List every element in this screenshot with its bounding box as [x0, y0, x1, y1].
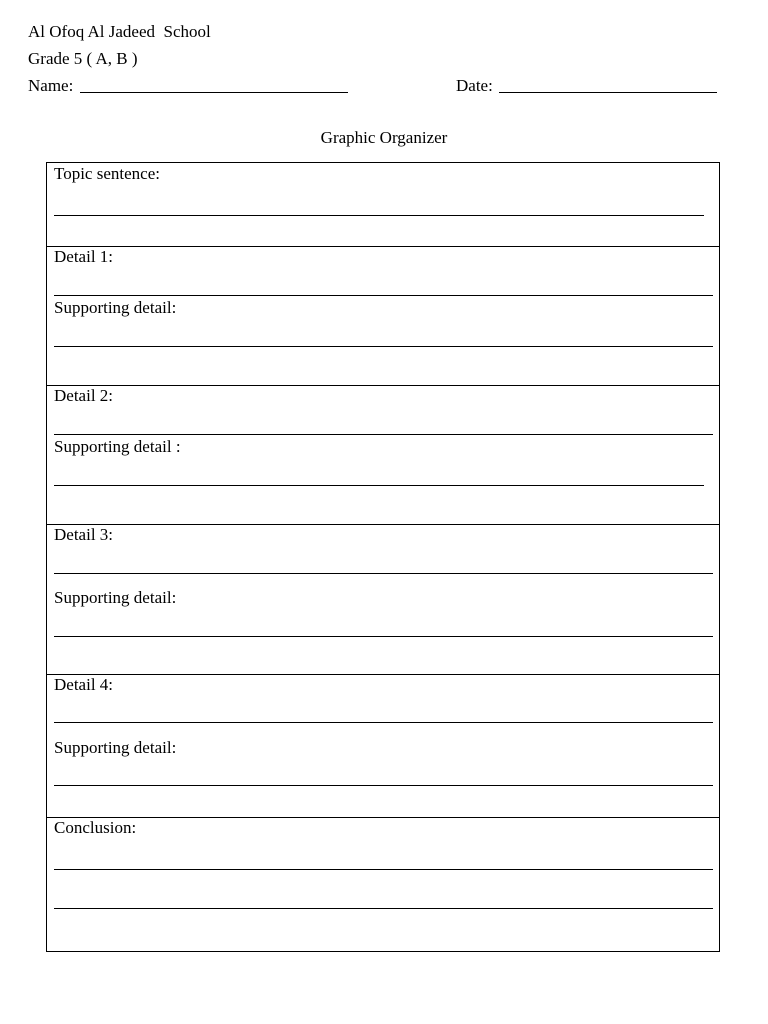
- topic-label: Topic sentence:: [54, 164, 160, 183]
- support1-line[interactable]: [54, 346, 713, 347]
- page-title: Graphic Organizer: [320, 128, 448, 147]
- name-blank[interactable]: [80, 92, 348, 93]
- date-blank[interactable]: [499, 92, 717, 93]
- date-label: Date:: [456, 76, 493, 95]
- detail2-section: [47, 385, 719, 524]
- detail2-line[interactable]: [54, 434, 713, 435]
- conclusion-label: Conclusion:: [54, 818, 137, 837]
- detail3-section: [47, 524, 719, 674]
- support1-label: Supporting detail:: [54, 298, 177, 317]
- topic-section: [47, 163, 719, 246]
- detail4-line[interactable]: [54, 722, 713, 723]
- support2-label: Supporting detail :: [54, 437, 181, 456]
- support4-line[interactable]: [54, 785, 713, 786]
- detail1-section: [47, 246, 719, 385]
- name-label: Name:: [28, 76, 74, 95]
- detail3-line[interactable]: [54, 573, 713, 574]
- graphic-organizer: [46, 162, 720, 952]
- school-name: Al Ofoq Al Jadeed School: [28, 22, 211, 41]
- detail4-section: [47, 674, 719, 817]
- detail4-label: Detail 4:: [54, 675, 114, 694]
- support3-label: Supporting detail:: [54, 588, 177, 607]
- conclusion-section: [47, 817, 719, 951]
- conclusion-line-1[interactable]: [54, 869, 713, 870]
- detail2-label: Detail 2:: [54, 386, 114, 405]
- detail1-label: Detail 1:: [54, 247, 114, 266]
- detail1-line[interactable]: [54, 295, 713, 296]
- support2-line[interactable]: [54, 485, 704, 486]
- detail3-label: Detail 3:: [54, 525, 114, 544]
- support4-label: Supporting detail:: [54, 738, 177, 757]
- topic-line[interactable]: [54, 215, 704, 216]
- support3-line[interactable]: [54, 636, 713, 637]
- grade-label: Grade 5 ( A, B ): [28, 49, 138, 68]
- conclusion-line-2[interactable]: [54, 908, 713, 909]
